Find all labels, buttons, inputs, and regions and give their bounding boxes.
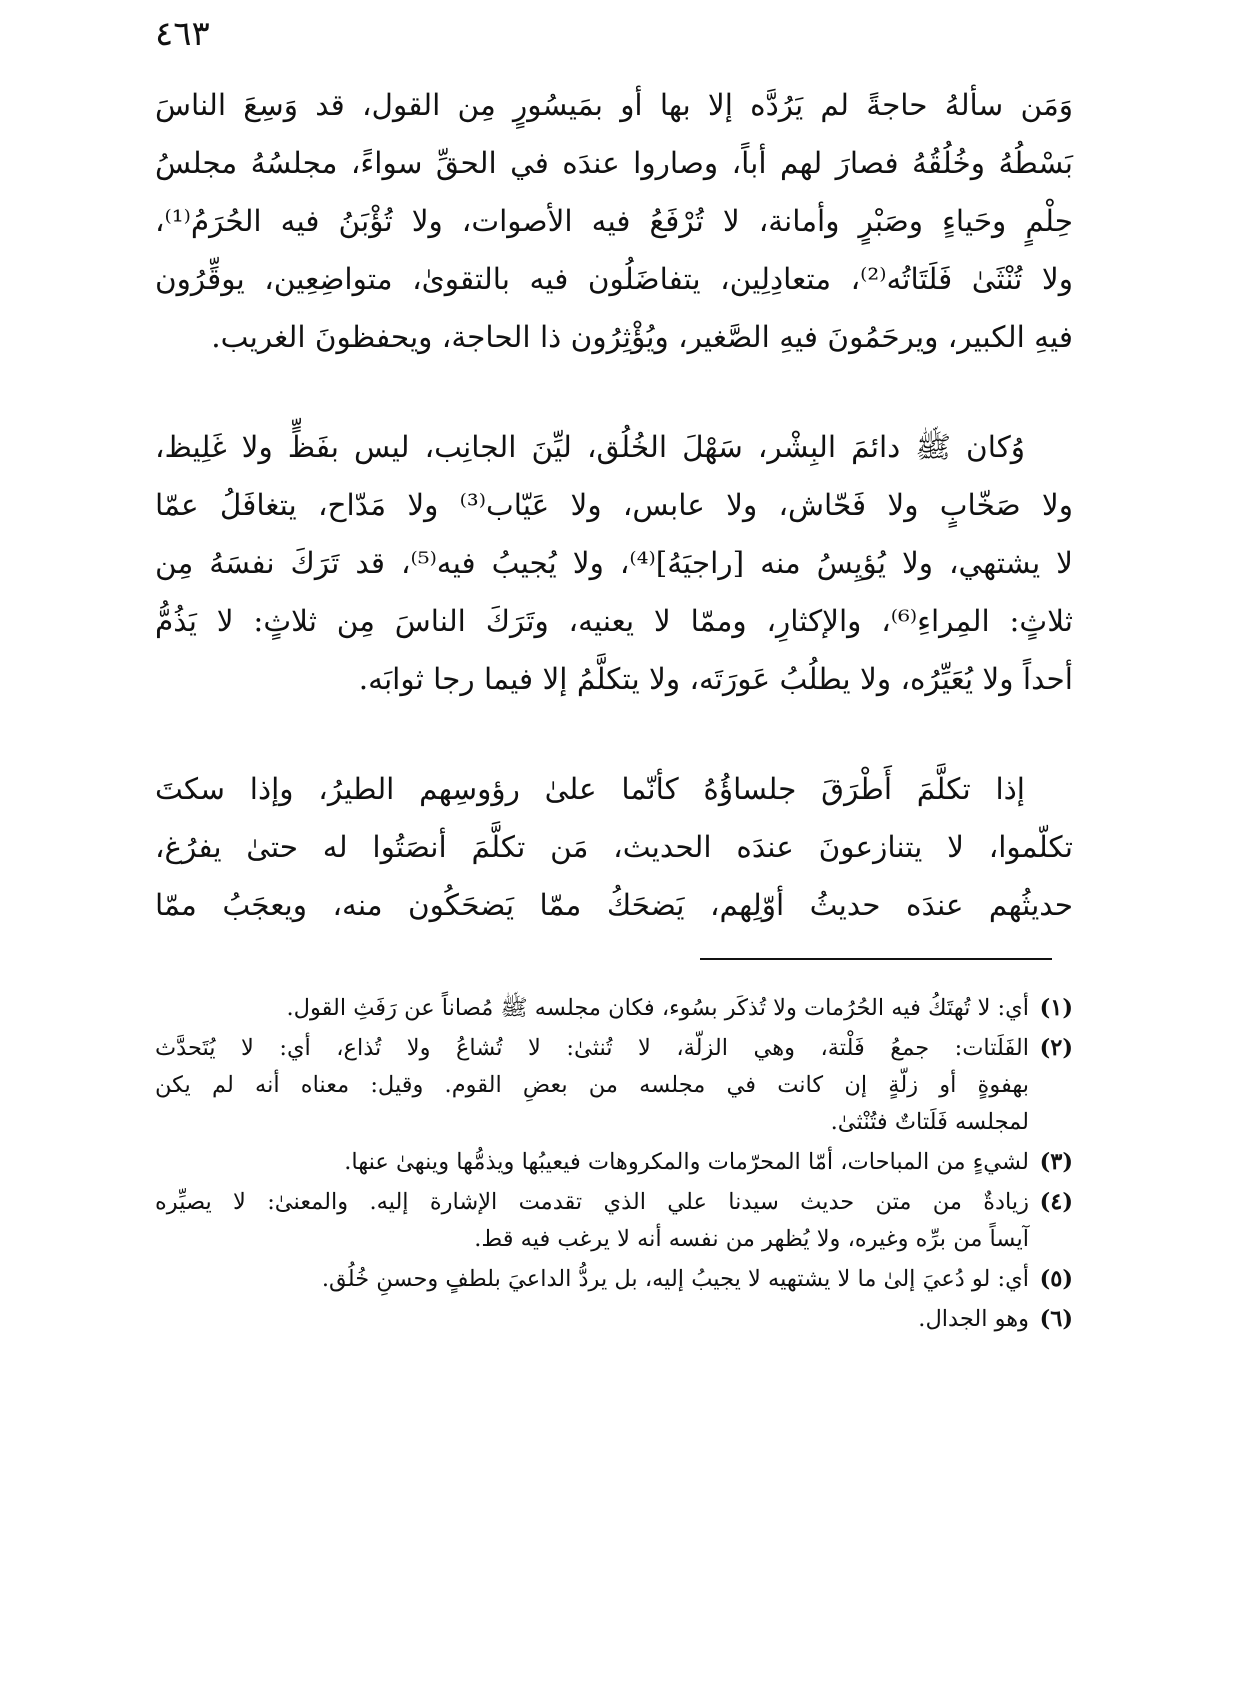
footnote-number: (٤) [1039,1189,1073,1215]
footnote-line: وهو الجدال. [918,1306,1029,1332]
footnote-line: لشيءٍ من المباحات، أمّا المحرّمات والمكروهات فيعيبُها ويذمُّها وينهىٰ عنها. [344,1149,1029,1175]
paragraph-1 [155,76,1073,366]
text-line: أحداً ولا يُعَيِّرُه، ولا يطلُبُ عَورَتَه، ولا يتكلَّمُ إلا فيما رجا ثوابَه. [358,662,1073,696]
footnote-number: (٢) [1039,1035,1073,1061]
footnote-line: زيادةٌ من متن حديث سيدنا علي الذي تقدمت الإشارة إليه. والمعنىٰ: لا يصيِّره [155,1189,1029,1215]
footnote-1 [155,990,1073,1027]
footnote-line: أي: لو دُعيَ إلىٰ ما لا يشتهيه لا يجيبُ إليه، بل يردُّ الداعيَ بلطفٍ وحسنِ خُلُق. [321,1266,1029,1292]
footnote-line: الفَلَتات: جمعُ فَلْتة، وهي الزلّة، لا تُنثىٰ: لا تُشاعُ ولا تُذاع، أي: لا يُتَحدَّث [155,1035,1029,1061]
footnote-4 [155,1184,1073,1258]
footnote-number: (٣) [1039,1149,1073,1175]
paragraph-3 [155,760,1073,934]
text-line: ثلاثٍ: المِراءِ⁽⁶⁾، والإكثارِ، وممّا لا يعنيه، وتَرَكَ الناسَ مِن ثلاثٍ: لا يَذُمُّ [155,604,1074,638]
text-line: حديثُهم عندَه حديثُ أوّلِهم، يَضحَكُ ممّا يَضحَكُون منه، ويعجَبُ ممّا [155,888,1073,922]
text-line: لا يشتهي، ولا يُؤيِسُ منه [راجيَهُ]⁽⁴⁾، ولا يُجيبُ فيه⁽⁵⁾، قد تَرَكَ نفسَهُ مِن [155,546,1073,580]
text-line: إذا تكلَّمَ أَطْرَقَ جلساؤُهُ كأنّما علىٰ رؤوسِهم الطيرُ، وإذا سكتَ [155,772,1025,806]
text-line: وُكان ﷺ دائمَ البِشْر، سَهْلَ الخُلُق، ليِّنَ الجانِب، ليس بفَظٍّ ولا غَلِيظ، [155,430,1025,464]
footnote-line: آيساً من برِّه وغيره، ولا يُظهر من نفسه أنه لا يرغب فيه قط. [474,1226,1029,1252]
footnote-line: لمجلسه فَلَتاتٌ فتُنْثىٰ. [830,1109,1029,1135]
footnote-3 [155,1144,1073,1181]
text-line: ولا صَخّابٍ ولا فَحّاش، ولا عابس، ولا عَيّاب⁽³⁾ ولا مَدّاح، يتغافَلُ عمّا [155,488,1073,522]
footnote-line: أي: لا تُهتَكُ فيه الحُرُمات ولا تُذكَر بسُوء، فكان مجلسه ﷺ مُصاناً عن رَفَثِ القول. [286,995,1029,1021]
text-line: وَمَن سألهُ حاجةً لم يَرُدَّه إلا بها أو بمَيسُورٍ مِن القول، قد وَسِعَ الناسَ [155,88,1073,122]
footnotes [155,990,1073,1341]
page-number: ٤٦٣ [155,14,210,54]
footnote-number: (٥) [1039,1266,1073,1292]
footnote-6 [155,1301,1073,1338]
footnote-2 [155,1030,1073,1141]
text-line: ولا تُنْثَىٰ فَلَتَاتُه⁽²⁾، متعادِلِين، يتفاضَلُون فيه بالتقوىٰ، متواضِعِين، يوقِّرُون [155,262,1073,296]
footnote-number: (٦) [1039,1306,1073,1332]
text-line: حِلْمٍ وحَياءٍ وصَبْرٍ وأمانة، لا تُرْفَعُ فيه الأصوات، ولا تُؤْبَنُ فيه الحُرَمُ⁽¹⁾، [155,204,1073,238]
text-line: فيهِ الكبير، ويرحَمُونَ فيهِ الصَّغير، ويُؤْثِرُون ذا الحاجة، ويحفظونَ الغريب. [211,320,1073,354]
text-line: تكلّموا، لا يتنازعونَ عندَه الحديث، مَن تكلَّمَ أنصَتُوا له حتىٰ يفرُغ، [155,830,1073,864]
footnote-line: بهفوةٍ أو زلّةٍ إن كانت في مجلسه من بعضِ القوم. وقيل: معناه أنه لم يكن [155,1072,1029,1098]
paragraph-2 [155,418,1073,708]
footnote-separator [700,958,1052,960]
footnote-number: (١) [1039,995,1073,1021]
footnote-5 [155,1261,1073,1298]
text-line: بَسْطُهُ وخُلُقُهُ فصارَ لهم أباً، وصاروا عندَه في الحقِّ سواءً، مجلسُهُ مجلسُ [155,146,1073,180]
